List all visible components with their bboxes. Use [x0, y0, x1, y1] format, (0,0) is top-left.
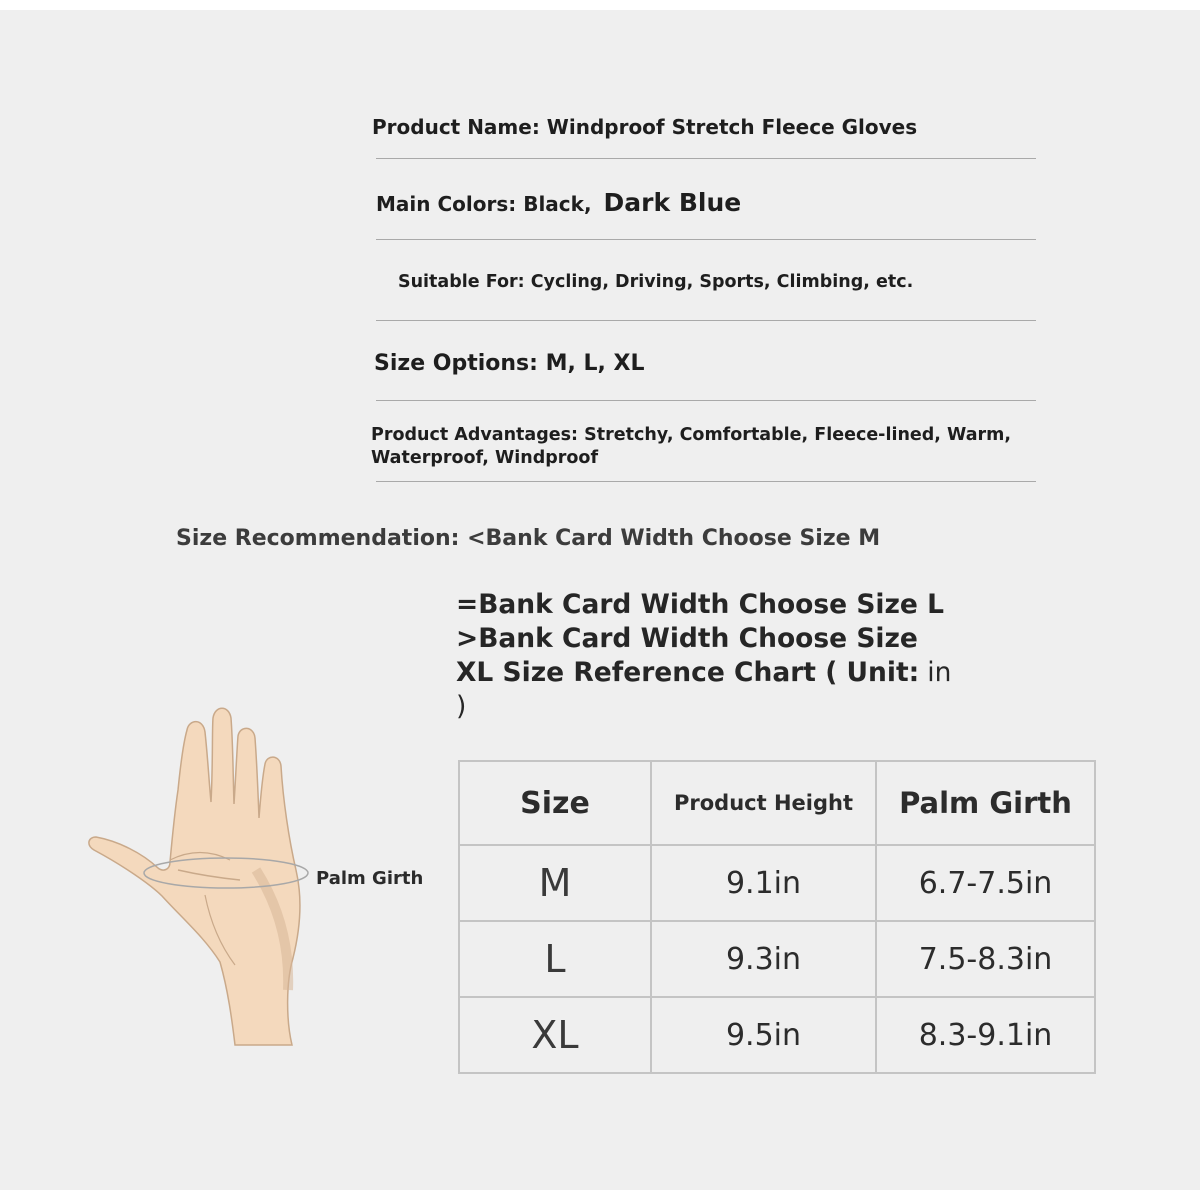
divider — [376, 481, 1036, 482]
table-header-row — [459, 761, 1095, 845]
main-colors-line — [376, 188, 741, 217]
girth-cell: 8.3-9.1in — [876, 997, 1095, 1073]
size-cell: L — [459, 921, 651, 997]
size-reference-table — [458, 760, 1096, 1074]
size-cell: XL — [459, 997, 651, 1073]
size-options-line: Size Options: M, L, XL — [374, 351, 645, 376]
suitable-for-line: Suitable For: Cycling, Driving, Sports, Climbing, etc. — [398, 272, 914, 292]
size-recommendation-line-2 — [456, 588, 956, 724]
girth-cell: 6.7-7.5in — [876, 845, 1095, 921]
main-colors-emphasis: Dark Blue — [603, 188, 742, 217]
product-advantages-line: Product Advantages: Stretchy, Comfortable, Fleece-lined, Warm, Waterproof, Windproof — [371, 425, 1012, 468]
divider — [376, 320, 1036, 321]
main-colors-label: Main Colors: Black, — [376, 192, 592, 216]
height-cell: 9.3in — [651, 921, 876, 997]
divider — [376, 400, 1036, 401]
girth-cell: 7.5-8.3in — [876, 921, 1095, 997]
divider — [376, 239, 1036, 240]
size-recommendation-line-1: Size Recommendation: <Bank Card Width Choose Size M — [176, 526, 881, 551]
header-product-height: Product Height — [651, 761, 876, 845]
unit-label: in ) — [456, 657, 952, 722]
table-row — [459, 845, 1095, 921]
height-cell: 9.1in — [651, 845, 876, 921]
divider — [376, 158, 1036, 159]
palm-girth-label: Palm Girth — [316, 868, 424, 889]
product-name-line: Product Name: Windproof Stretch Fleece Gloves — [372, 115, 918, 139]
header-palm-girth: Palm Girth — [876, 761, 1095, 845]
size-cell: M — [459, 845, 651, 921]
table-row — [459, 921, 1095, 997]
table-row — [459, 997, 1095, 1073]
height-cell: 9.5in — [651, 997, 876, 1073]
size-recommendation-text: =Bank Card Width Choose Size L >Bank Card Width Choose Size XL Size Reference Chart ( Unit: — [456, 589, 945, 688]
header-size: Size — [459, 761, 651, 845]
hand-shape — [89, 708, 300, 1045]
